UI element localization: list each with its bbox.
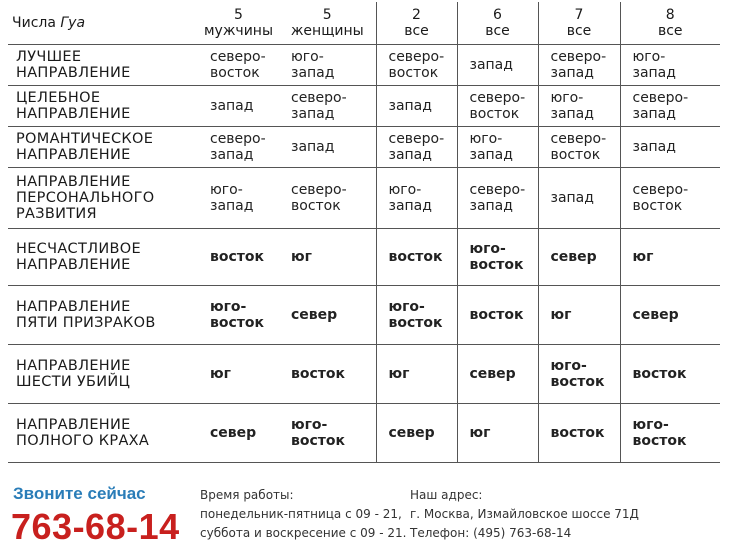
- table-cell: запад: [457, 45, 538, 86]
- table-cell: запад: [279, 127, 376, 168]
- col-header: [376, 2, 457, 45]
- table-cell: запад: [538, 168, 620, 229]
- gua-directions-table: [8, 2, 720, 463]
- table-row: [8, 229, 720, 286]
- table-cell: юго- восток: [457, 229, 538, 286]
- table-cell: северо- запад: [538, 45, 620, 86]
- table-cell: восток: [376, 229, 457, 286]
- col-number: 6: [493, 7, 502, 23]
- address-phone[interactable]: Телефон: (495) 763-68-14: [410, 526, 572, 540]
- table-cell: юг: [279, 229, 376, 286]
- table-row: [8, 286, 720, 345]
- col-header: [538, 2, 620, 45]
- table-cell: юг: [198, 345, 279, 404]
- table-row: [8, 404, 720, 463]
- row-label: ЦЕЛЕБНОЕ НАПРАВЛЕНИЕ: [8, 86, 198, 127]
- table-row: [8, 45, 720, 86]
- hours-weekdays: понедельник-пятница с 09 - 21,: [200, 507, 402, 521]
- row-label: НЕСЧАСТЛИВОЕ НАПРАВЛЕНИЕ: [8, 229, 198, 286]
- header-label-text: Числа: [12, 15, 56, 31]
- table-cell: восток: [620, 345, 720, 404]
- table-cell: восток: [457, 286, 538, 345]
- hours-weekend: суббота и воскресение с 09 - 21.: [200, 526, 407, 540]
- table-cell: юго- запад: [198, 168, 279, 229]
- table-cell: север: [279, 286, 376, 345]
- header-label-italic: Гуа: [60, 15, 86, 31]
- col-header: [279, 2, 376, 45]
- table-cell: юго- восток: [538, 345, 620, 404]
- col-sub: все: [566, 23, 592, 39]
- phone-number[interactable]: 763-68-14: [11, 506, 180, 547]
- row-label: НАПРАВЛЕНИЕ ПОЛНОГО КРАХА: [8, 404, 198, 463]
- table-cell: северо- восток: [198, 45, 279, 86]
- table-cell: север: [198, 404, 279, 463]
- address-title: Наш адрес:: [410, 488, 483, 502]
- col-sub: женщины: [290, 23, 364, 39]
- table-row: [8, 86, 720, 127]
- table-row: [8, 168, 720, 229]
- table-cell: северо- восток: [538, 127, 620, 168]
- table-cell: юго- запад: [279, 45, 376, 86]
- table-cell: запад: [620, 127, 720, 168]
- col-number: 5: [234, 7, 243, 23]
- call-now-text: Звоните сейчас: [13, 484, 146, 503]
- table-cell: юго- запад: [538, 86, 620, 127]
- col-number: 2: [412, 7, 421, 23]
- table-cell: юго- восток: [198, 286, 279, 345]
- row-label: ЛУЧШЕЕ НАПРАВЛЕНИЕ: [8, 45, 198, 86]
- table-cell: юг: [457, 404, 538, 463]
- hours-title: Время работы:: [200, 488, 294, 502]
- col-sub: все: [404, 23, 429, 39]
- table-cell: запад: [198, 86, 279, 127]
- col-header: [198, 2, 279, 45]
- col-number: 5: [322, 7, 332, 23]
- table-cell: север: [376, 404, 457, 463]
- table-cell: северо- восток: [620, 168, 720, 229]
- table-cell: север: [538, 229, 620, 286]
- col-sub: все: [657, 23, 683, 39]
- table-cell: северо- восток: [376, 45, 457, 86]
- table-cell: северо- запад: [457, 168, 538, 229]
- working-hours: [200, 486, 406, 543]
- address-text: г. Москва, Измайловское шоссе 71Д: [410, 507, 639, 521]
- table-cell: север: [620, 286, 720, 345]
- table-row: [8, 345, 720, 404]
- table-cell: северо- восток: [457, 86, 538, 127]
- header-row: [8, 2, 720, 45]
- row-label: НАПРАВЛЕНИЕ ПЯТИ ПРИЗРАКОВ: [8, 286, 198, 345]
- table-cell: юг: [538, 286, 620, 345]
- col-sub: мужчины: [203, 23, 274, 39]
- table-row: [8, 127, 720, 168]
- table-cell: юго- восток: [620, 404, 720, 463]
- row-label: НАПРАВЛЕНИЕ ПЕРСОНАЛЬНОГО РАЗВИТИЯ: [8, 168, 198, 229]
- table-cell: восток: [538, 404, 620, 463]
- table-cell: восток: [198, 229, 279, 286]
- table-cell: северо- запад: [198, 127, 279, 168]
- table-cell: юг: [620, 229, 720, 286]
- table-cell: юго- запад: [620, 45, 720, 86]
- table-cell: северо- запад: [376, 127, 457, 168]
- table-cell: юго-восток: [279, 404, 376, 463]
- row-label: РОМАНТИЧЕСКОЕ НАПРАВЛЕНИЕ: [8, 127, 198, 168]
- table-cell: север: [457, 345, 538, 404]
- table-cell: юг: [376, 345, 457, 404]
- table-cell: восток: [279, 345, 376, 404]
- col-header: [457, 2, 538, 45]
- col-number: 8: [665, 7, 675, 23]
- address-block: [410, 486, 639, 543]
- col-number: 7: [574, 7, 584, 23]
- table-cell: запад: [376, 86, 457, 127]
- col-header: [620, 2, 720, 45]
- col-sub: все: [485, 23, 510, 39]
- contact-footer: [0, 478, 733, 554]
- table-cell: юго- восток: [376, 286, 457, 345]
- row-label: НАПРАВЛЕНИЕ ШЕСТИ УБИЙЦ: [8, 345, 198, 404]
- table-cell: северо- запад: [279, 86, 376, 127]
- table-cell: юго- запад: [376, 168, 457, 229]
- table-cell: северо- восток: [279, 168, 376, 229]
- header-label: [8, 2, 198, 45]
- table-cell: северо- запад: [620, 86, 720, 127]
- table-cell: юго- запад: [457, 127, 538, 168]
